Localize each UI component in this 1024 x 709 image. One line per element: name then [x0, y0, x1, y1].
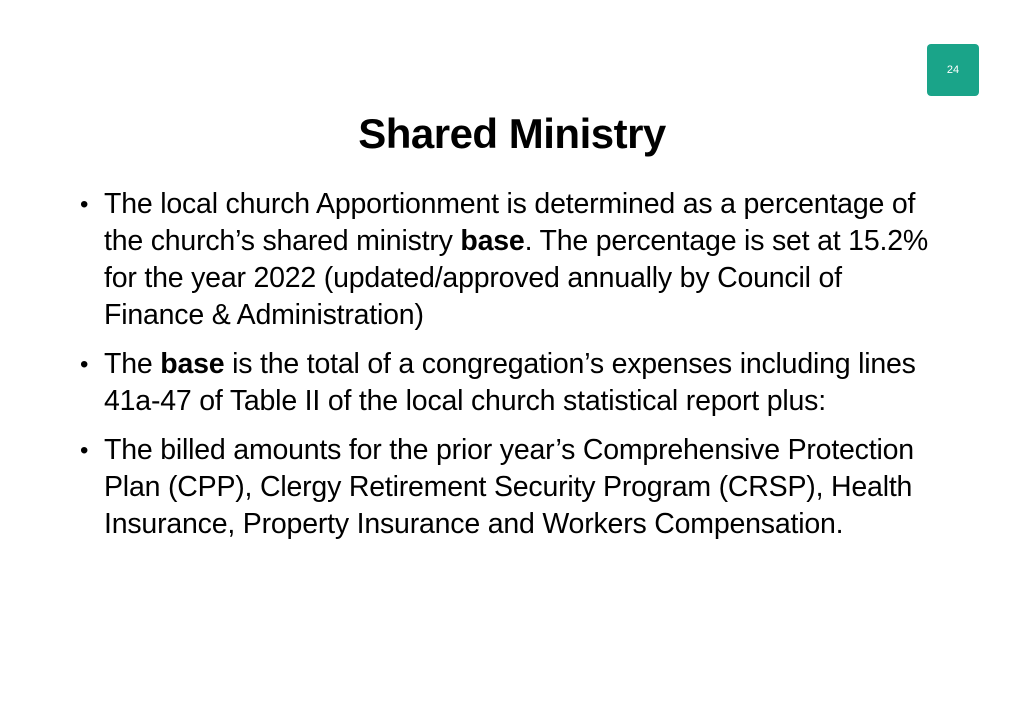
bullet-icon: •: [80, 437, 89, 464]
bullet-text-part: The local church Apportionment is determined as a percentage of the church’s shared ministry: [104, 188, 916, 257]
bullet-list: [78, 186, 938, 555]
slide-number-badge: 24: [927, 44, 979, 96]
bullet-item-billed-amounts: [78, 432, 938, 543]
bullet-text-part: . The percentage is set at 15.2% for the year 2022 (updated/approved annually by Council of Finance & Administration): [104, 225, 928, 331]
bullet-item-apportionment: [78, 186, 938, 334]
bullet-text-part: The billed amounts for the prior year’s Comprehensive Protection Plan (CPP), Clergy Retirement Security Program (CRSP), Health Insurance, Property Insurance and Workers Compensation.: [104, 434, 914, 540]
bullet-icon: •: [80, 351, 89, 378]
bullet-text-bold: base: [160, 348, 225, 380]
slide-title: Shared Ministry: [358, 110, 666, 157]
bullet-text-part: The: [104, 348, 161, 380]
bullet-icon: •: [80, 191, 89, 218]
bullet-item-base: [78, 346, 938, 420]
bullet-text-part: is the total of a congregation’s expenses including lines 41a-47 of Table II of the local church statistical report plus:: [104, 348, 916, 417]
bullet-text-bold: base: [460, 225, 525, 257]
